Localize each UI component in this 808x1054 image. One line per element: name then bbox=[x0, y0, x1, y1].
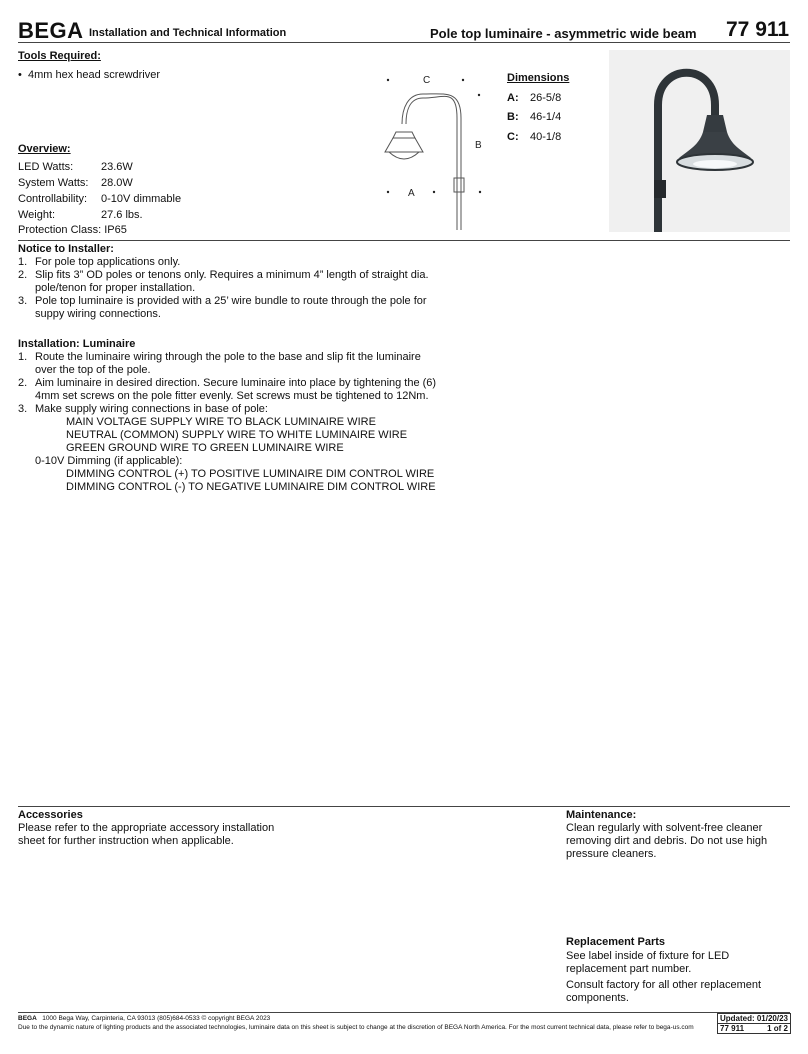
product-number: 77 911 bbox=[726, 18, 790, 41]
brand-logo: BEGA bbox=[18, 18, 84, 43]
document-subtitle: Installation and Technical Information bbox=[89, 27, 287, 39]
list-item: 2. Aim luminaire in desired direction. Secure luminaire into place by tightening the (6) 4mm set screws on the pole fitter evenly. Set screws must be tightened to 12Nm. bbox=[18, 377, 437, 402]
installation-list bbox=[18, 351, 438, 416]
maintenance-text: Clean regularly with solvent-free cleaner removing dirt and debris. Do not use high pressure cleaners. bbox=[566, 822, 768, 860]
dimensions-heading: Dimensions bbox=[507, 72, 570, 84]
footer-address-line bbox=[18, 1015, 708, 1022]
overview-heading: Overview: bbox=[18, 143, 71, 155]
header-rule bbox=[18, 42, 790, 43]
dimension-label-b: B bbox=[475, 140, 482, 151]
updated-date: Updated: 01/20/23 bbox=[719, 1014, 788, 1023]
list-item: 1. For pole top applications only. bbox=[18, 256, 181, 268]
spec-row-protection-class: Protection Class: IP65 bbox=[18, 224, 127, 236]
page-number: 1 of 2 bbox=[767, 1024, 788, 1033]
list-item: 3. Make supply wiring connections in base of pole: bbox=[18, 403, 268, 415]
dimming-heading: 0-10V Dimming (if applicable): bbox=[35, 455, 183, 467]
dimming-line: DIMMING CONTROL (+) TO POSITIVE LUMINAIRE DIM CONTROL WIRE bbox=[66, 468, 435, 480]
installation-heading: Installation: Luminaire bbox=[18, 338, 136, 350]
dimension-drawing bbox=[378, 70, 498, 238]
wiring-instructions bbox=[18, 416, 458, 494]
wiring-line: NEUTRAL (COMMON) SUPPLY WIRE TO WHITE LUMINAIRE WIRE bbox=[66, 429, 408, 441]
dimension-label-c: C bbox=[423, 75, 431, 86]
notice-list bbox=[18, 256, 438, 321]
list-item: 2. Slip fits 3” OD poles or tenons only. Requires a minimum 4” length of straight dia. pole/tenon for proper installation. bbox=[18, 269, 429, 294]
list-item: 3. Pole top luminaire is provided with a 25’ wire bundle to route through the pole for suppy wiring connections. bbox=[18, 295, 427, 320]
maintenance-heading: Maintenance: bbox=[566, 809, 637, 821]
wiring-line: GREEN GROUND WIRE TO GREEN LUMINAIRE WIRE bbox=[66, 442, 344, 454]
accessories-heading: Accessories bbox=[18, 809, 83, 821]
footer-disclaimer: Due to the dynamic nature of lighting products and the associated technologies, luminaire data on this sheet is subject to change at the discretion of BEGA North America. For the most current technical data, please refer to bega-us.com bbox=[18, 1024, 694, 1031]
replacement-text-1: See label inside of fixture for LED replacement part number. bbox=[566, 950, 730, 975]
accessories-text: Please refer to the appropriate accessory installation sheet for further instruction when applicable. bbox=[18, 822, 275, 847]
dimension-b: B: 46-1/4 bbox=[507, 111, 562, 123]
dimension-a: A: 26-5/8 bbox=[507, 92, 562, 104]
tools-item: • 4mm hex head screwdriver bbox=[18, 69, 161, 81]
footer-product-number: 77 911 bbox=[720, 1024, 745, 1033]
wiring-line: MAIN VOLTAGE SUPPLY WIRE TO BLACK LUMINAIRE WIRE bbox=[66, 416, 376, 428]
replacement-text-2: Consult factory for all other replacement components. bbox=[566, 979, 762, 1004]
replacement-heading: Replacement Parts bbox=[566, 936, 666, 948]
list-item: 1. Route the luminaire wiring through the pole to the base and slip fit the luminaire over the top of the pole. bbox=[18, 351, 421, 376]
dimension-c: C: 40-1/8 bbox=[507, 131, 562, 143]
tools-heading: Tools Required: bbox=[18, 50, 101, 62]
dimming-line: DIMMING CONTROL (-) TO NEGATIVE LUMINAIRE DIM CONTROL WIRE bbox=[66, 481, 436, 493]
update-box bbox=[717, 1013, 791, 1034]
bottom-rule bbox=[18, 806, 790, 807]
dimension-label-a: A bbox=[408, 188, 415, 199]
notice-heading: Notice to Installer: bbox=[18, 243, 114, 255]
section-rule bbox=[18, 240, 790, 241]
footer-brand: BEGA bbox=[18, 1015, 37, 1022]
product-title: Pole top luminaire - asymmetric wide beam bbox=[430, 26, 697, 41]
footer-rule bbox=[18, 1012, 790, 1013]
product-photo bbox=[609, 50, 790, 232]
footer-address: 1000 Bega Way, Carpinteria, CA 93013 (805)684-0533 © copyright BEGA 2023 bbox=[42, 1015, 271, 1022]
